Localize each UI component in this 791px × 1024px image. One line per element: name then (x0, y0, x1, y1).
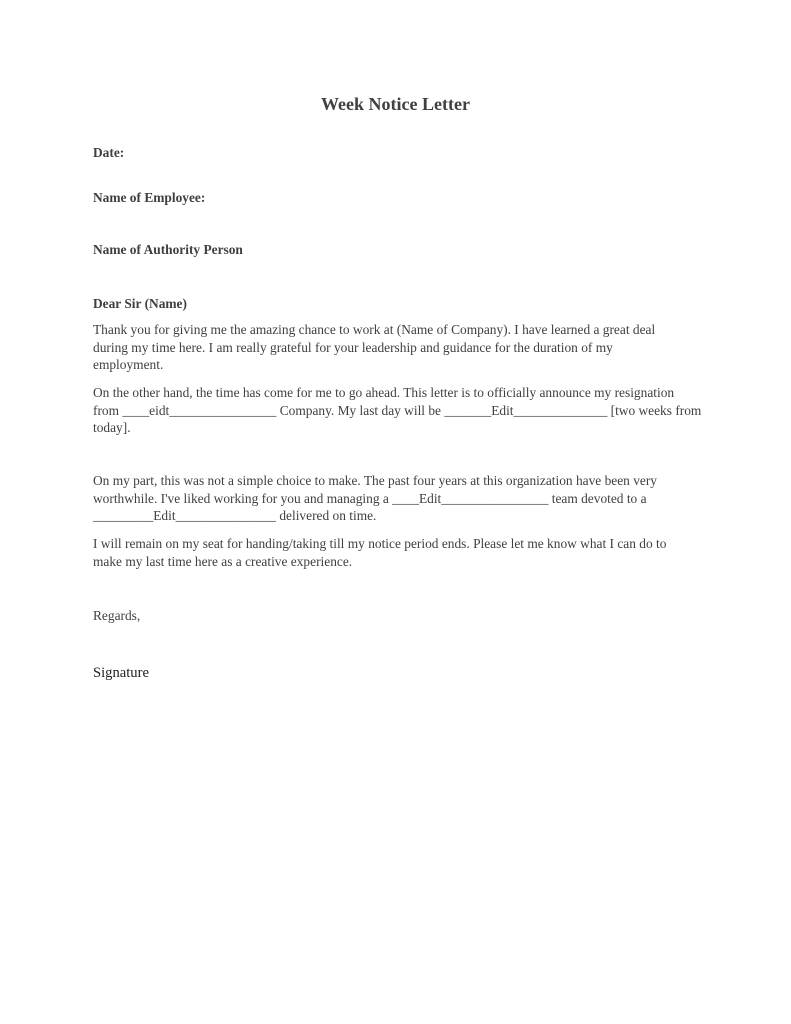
paragraph-line: from ____eidt________________ Company. My last day will be _______Edit______________ [two weeks from (93, 402, 702, 418)
paragraph-line: Thank you for giving me the amazing chance to work at (Name of Company). I have learned a great deal (93, 322, 656, 337)
employee-name-label: Name of Employee: (93, 190, 206, 205)
authority-person-label: Name of Authority Person (93, 242, 243, 257)
closing-regards: Regards, (93, 608, 141, 623)
paragraph-line: make my last time here as a creative experience. (93, 553, 353, 569)
paragraph-line: employment. (93, 357, 164, 373)
paragraph-line: _________Edit_______________ delivered on time. (93, 508, 377, 524)
date-label: Date: (93, 145, 125, 160)
paragraph-line: On my part, this was not a simple choice to make. The past four years at this organization have been very (93, 473, 657, 488)
paragraph-handover (93, 535, 693, 570)
document-title: Week Notice Letter (321, 94, 470, 114)
paragraph-decision (93, 472, 693, 525)
paragraph-resignation (93, 384, 702, 437)
paragraph-line: during my time here. I am really grateful for your leadership and guidance for the duration of my (93, 339, 613, 355)
paragraph-line: today]. (93, 420, 131, 436)
salutation: Dear Sir (Name) (93, 296, 187, 311)
paragraph-line: worthwhile. I've liked working for you and managing a ____Edit________________ team devoted to a (93, 490, 647, 506)
paragraph-line: I will remain on my seat for handing/taking till my notice period ends. Please let me know what I can do to (93, 536, 667, 551)
paragraph-gratitude (93, 321, 693, 374)
paragraph-line: On the other hand, the time has come for me to go ahead. This letter is to officially announce my resignation (93, 385, 675, 400)
signature-line: Signature (93, 665, 149, 681)
